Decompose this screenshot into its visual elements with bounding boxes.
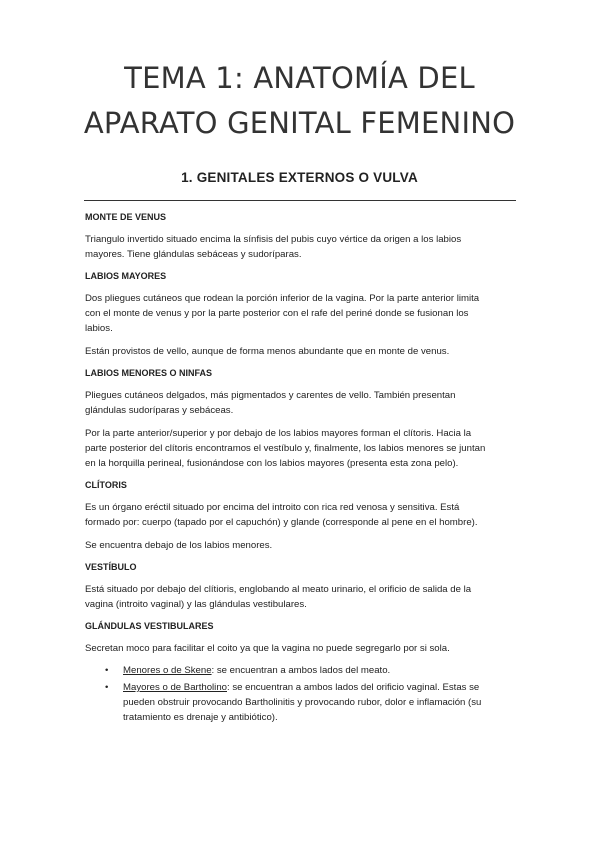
text-line: Están provistos de vello, aunque de forma menos abundante que en monte de venus. [85, 346, 450, 357]
text-line: con el monte de venus y por la parte posterior con el rafe del periné donde se fusionan los [85, 308, 469, 319]
heading-monte-de-venus: MONTE DE VENUS [85, 212, 167, 222]
paragraph-clitoris-2 [85, 538, 515, 553]
title-line-2: APARATO GENITAL FEMENINO [83, 106, 516, 140]
heading-clitoris: CLÍTORIS [85, 480, 127, 490]
section-subtitle: 1. GENITALES EXTERNOS O VULVA [181, 170, 418, 185]
text-line: labios. [85, 323, 113, 334]
list-item-skene [85, 663, 515, 678]
term-bartholino: Mayores o de Bartholino [123, 682, 227, 693]
text-line: mayores. Tiene glándulas sebáceas y sudoríparas. [85, 249, 302, 260]
paragraph-monte-de-venus [85, 232, 515, 262]
text-line: Dos pliegues cutáneos que rodean la porción inferior de la vagina. Por la parte anterior limita [85, 293, 480, 304]
text-skene: : se encuentran a ambos lados del meato. [211, 665, 391, 676]
subtitle-divider [84, 200, 516, 201]
text-line: Es un órgano eréctil situado por encima del introito con rica red venosa y sensitiva. Está [85, 502, 460, 513]
document-title [0, 56, 599, 146]
title-line-1: TEMA 1: ANATOMÍA DEL [124, 61, 475, 95]
text-line: Triangulo invertido situado encima la sínfisis del pubis cuyo vértice da origen a los labios [85, 234, 462, 245]
heading-glandulas-vestibulares: GLÁNDULAS VESTIBULARES [85, 621, 214, 631]
text-line: en la horquilla perineal, fusionándose con los labios mayores (presenta esta zona pelo). [85, 458, 459, 469]
paragraph-glandulas [85, 641, 515, 656]
text-bartholino: : se encuentran a ambos lados del orificio vaginal. Estas se [227, 682, 480, 693]
text-line: tratamiento es drenaje y antibiótico). [123, 712, 278, 723]
text-line: Se encuentra debajo de los labios menores. [85, 540, 273, 551]
text-line: parte posterior del clítoris encontramos el vestíbulo y, finalmente, los labios menores se juntan [85, 443, 486, 454]
bullet-icon: • [105, 665, 109, 676]
text-line: Por la parte anterior/superior y por debajo de los labios mayores forman el clítoris. Hacia la [85, 428, 472, 439]
text-line: glándulas sudoríparas y sebáceas. [85, 405, 234, 416]
text-line: Está situado por debajo del clítioris, englobando al meato urinario, el orificio de salida de la [85, 584, 472, 595]
text-line: formado por: cuerpo (tapado por el capuchón) y glande (corresponde al pene en el hombre). [85, 517, 478, 528]
term-skene: Menores o de Skene [123, 665, 212, 676]
paragraph-labios-mayores-1 [85, 291, 515, 336]
heading-labios-mayores: LABIOS MAYORES [85, 271, 167, 281]
paragraph-labios-menores-2 [85, 426, 515, 471]
text-line: Pliegues cutáneos delgados, más pigmentados y carentes de vello. También presentan [85, 390, 456, 401]
heading-labios-menores: LABIOS MENORES O NINFAS [85, 368, 213, 378]
document-body [85, 211, 515, 727]
paragraph-clitoris-1 [85, 500, 515, 530]
text-line: Secretan moco para facilitar el coito ya que la vagina no puede segregarlo por si sola. [85, 643, 450, 654]
glandulas-list [85, 663, 515, 725]
list-item-bartholino [85, 680, 515, 725]
paragraph-labios-mayores-2 [85, 344, 515, 359]
bullet-icon: • [105, 682, 109, 693]
heading-vestibulo: VESTÍBULO [85, 562, 137, 572]
paragraph-vestibulo [85, 582, 515, 612]
paragraph-labios-menores-1 [85, 388, 515, 418]
text-line: pueden obstruir provocando Bartholinitis y provocando rubor, dolor e inflamación (su [123, 697, 482, 708]
text-line: vagina (introito vaginal) y las glándulas vestibulares. [85, 599, 307, 610]
